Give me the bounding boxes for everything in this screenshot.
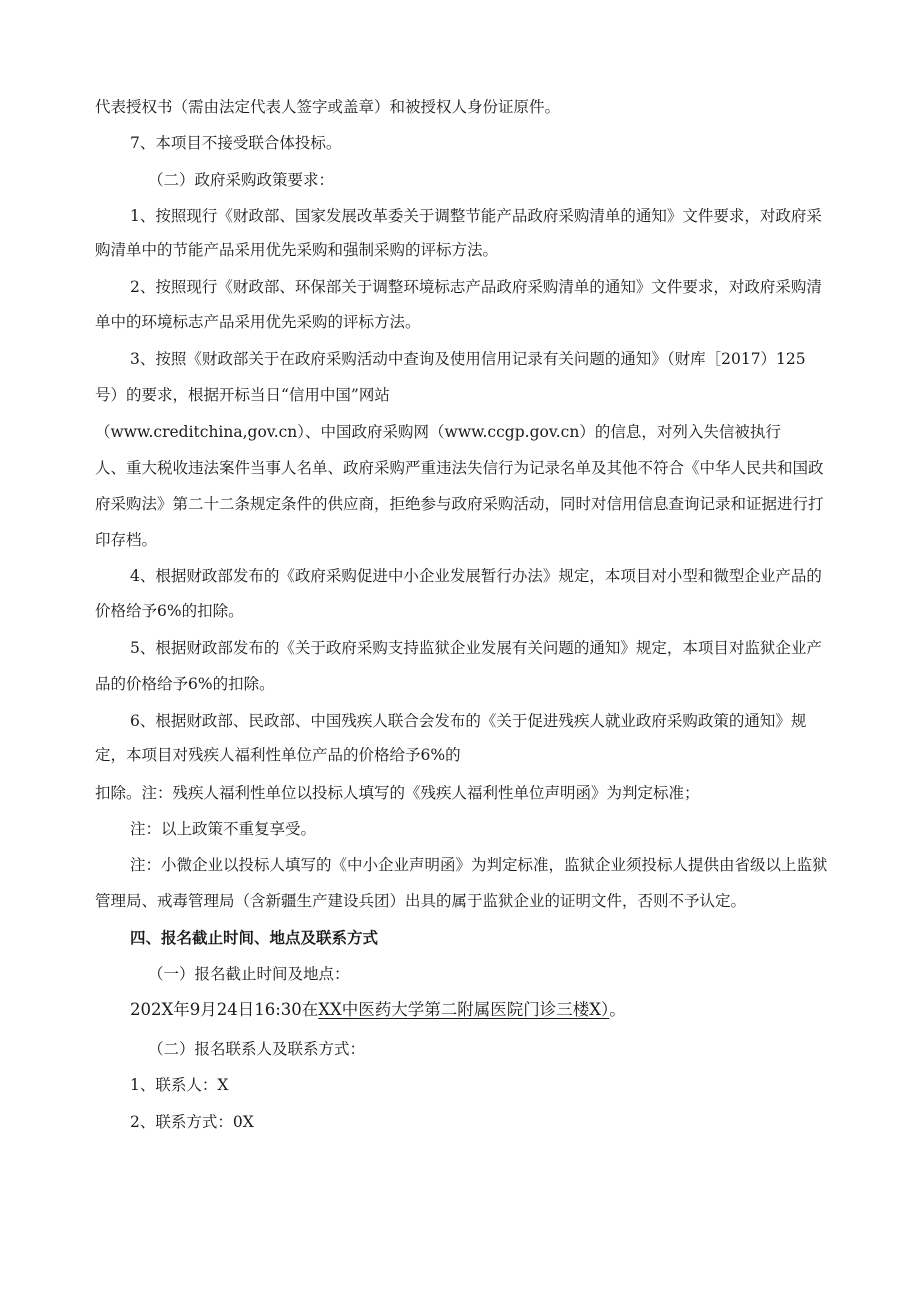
text-line: 管理局、戒毒管理局（含新疆生产建设兵团）出具的属于监狱企业的证明文件，否则不予认定。 — [95, 892, 747, 910]
section-heading: （二）政府采购政策要求： — [148, 171, 335, 189]
text-line: 号）的要求，根据开标当日“信用中国”网站 — [95, 386, 390, 404]
text-line: 2、按照现行《财政部、环保部关于调整环境标志产品政府采购清单的通知》文件要求，对政府采购清 — [130, 278, 822, 296]
text-line: 6、根据财政部、民政部、中国残疾人联合会发布的《关于促进残疾人就业政府采购政策的通知》规 — [130, 712, 807, 730]
deadline-place: XX中医药大学第二附属医院门诊三楼X） — [318, 1000, 610, 1019]
text-line: （www.creditchina,gov.cn）、中国政府采购网（www.ccgp.gov.cn）的信息，对列入失信被执行 — [95, 423, 781, 441]
text-line: 1、按照现行《财政部、国家发展改革委关于调整节能产品政府采购清单的通知》文件要求，对政府采 — [130, 207, 822, 225]
text-line: 扣除。注：残疾人福利性单位以投标人填写的《残疾人福利性单位声明函》为判定标准； — [95, 784, 700, 802]
text-line: 单中的环境标志产品采用优先采购的评标方法。 — [95, 313, 421, 331]
section-heading: （一）报名截止时间及地点： — [148, 965, 350, 983]
section-heading: 四、报名截止时间、地点及联系方式 — [130, 928, 379, 947]
text-line: 注：以上政策不重复享受。 — [130, 820, 317, 838]
text-line: 定，本项目对残疾人福利性单位产品的价格给予6%的 — [95, 746, 461, 764]
section-heading: （二）报名联系人及联系方式： — [148, 1040, 366, 1058]
text-line: 3、按照《财政部关于在政府采购活动中查询及使用信用记录有关问题的通知》（财库［2017）125 — [130, 350, 806, 368]
text-line: 人、重大税收违法案件当事人名单、政府采购严重违法失信行为记录名单及其他不符合《中华人民共和国政 — [95, 459, 824, 477]
deadline-time: 202X年9月24日16:30在 — [130, 1000, 319, 1019]
deadline-line — [130, 1000, 835, 1020]
text-line: 代表授权书（需由法定代表人签字或盖章）和被授权人身份证原件。 — [95, 98, 561, 116]
text-line: 4、根据财政部发布的《政府采购促进中小企业发展暂行办法》规定，本项目对小型和微型企业产品的 — [130, 567, 822, 585]
text-line: 品的价格给予6%的扣除。 — [95, 675, 275, 693]
text-line: 价格给予6%的扣除。 — [95, 602, 244, 620]
text-line: 7、本项目不接受联合体投标。 — [130, 134, 342, 152]
text-line: 注：小微企业以投标人填写的《中小企业声明函》为判定标准，监狱企业须投标人提供由省级以上监狱 — [130, 856, 828, 874]
text-line: 府采购法》第二十二条规定条件的供应商，拒绝参与政府采购活动，同时对信用信息查询记录和证据进行打 — [95, 495, 824, 513]
text-line: 印存档。 — [95, 531, 158, 549]
text-line: 购清单中的节能产品采用优先采购和强制采购的评标方法。 — [95, 241, 499, 259]
text-line: 5、根据财政部发布的《关于政府采购支持监狱企业发展有关问题的通知》规定，本项目对监狱企业产 — [130, 639, 822, 657]
contact-person: 1、联系人：X — [130, 1076, 229, 1094]
deadline-end: 。 — [609, 1000, 626, 1019]
contact-method: 2、联系方式：0X — [130, 1113, 254, 1131]
